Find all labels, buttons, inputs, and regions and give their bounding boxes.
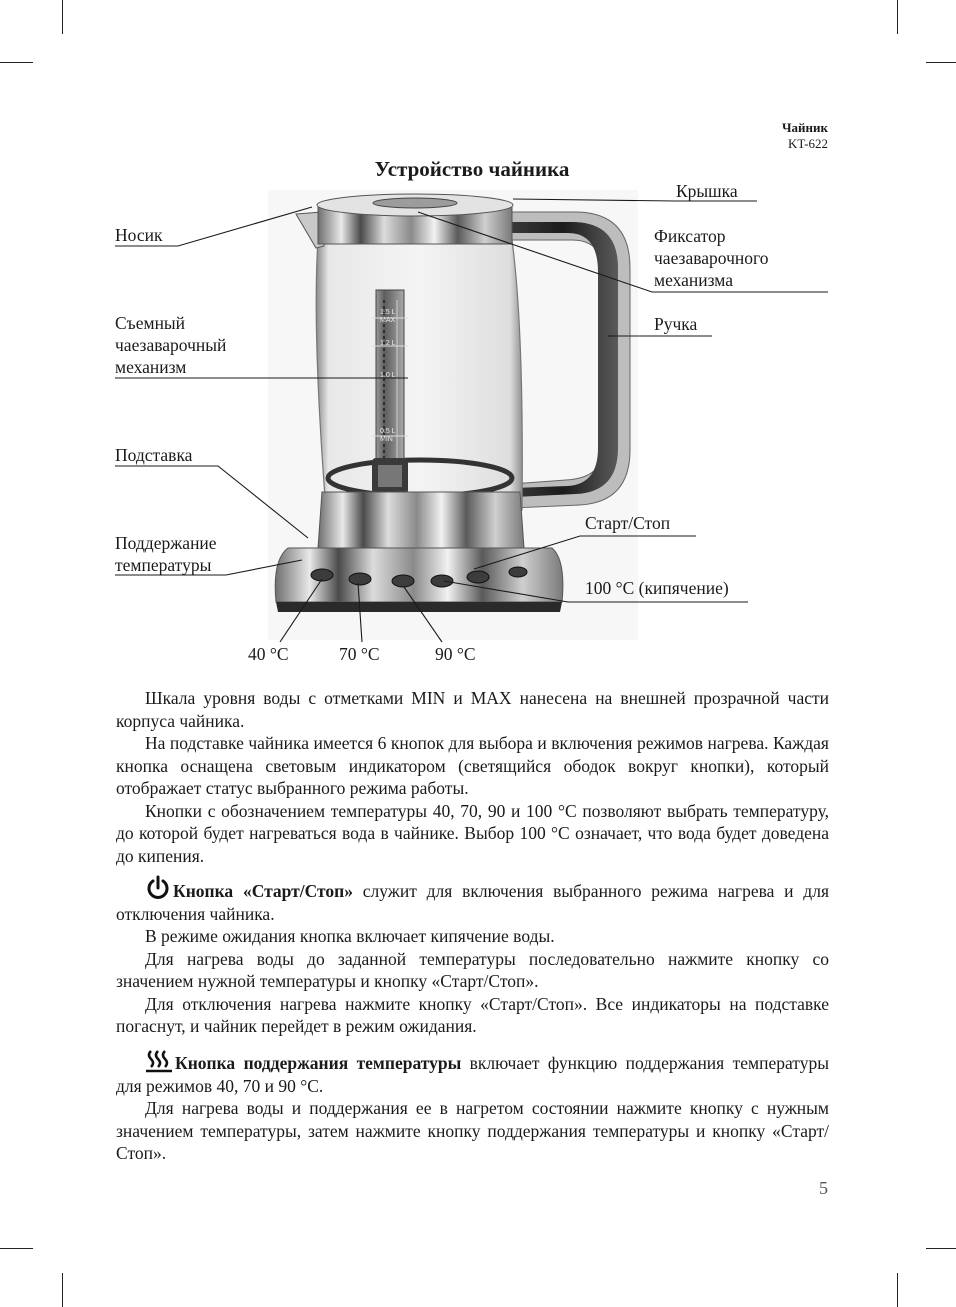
label-lock-2: чаезаварочного: [654, 248, 769, 268]
scale-mark-max: 1.5 L MAX: [380, 309, 396, 324]
paragraph: В режиме ожидания кнопка включает кипячение воды.: [145, 926, 555, 946]
label-infuser-3: механизм: [115, 357, 187, 377]
paragraph: Для нагрева воды до заданной температуры последовательно нажмите кнопку со значением нужной температуры и кнопку «Старт/Стоп».: [116, 948, 829, 991]
paragraph: Для нагрева воды и поддержания ее в нагретом состоянии нажмите кнопку с нужным значением температуры, затем нажмите кнопку поддержания температуры и кнопку «Старт/Стоп».: [116, 1098, 829, 1163]
crop-mark: [926, 1248, 956, 1249]
label-90: 90 °С: [435, 644, 476, 664]
text-block-2: [116, 875, 829, 1038]
kettle-bottom-band: [318, 492, 524, 548]
paragraph: Кнопки с обозначением температуры 40, 70, 90 и 100 °С позволяют выбрать температуру, до которой будет нагреваться вода в чайнике. Выбор 100 °С означает, что вода будет доведена до кипения.: [116, 800, 829, 866]
start-stop-text: служит для включения выбранного режима нагрева и для отключения чайника.: [116, 881, 829, 924]
paragraph: На подставке чайника имеется 6 кнопок для выбора и включения режимов нагрева. Каждая кнопка оснащена световым индикатором (светящийся ободок вокруг кнопки), который отображает статус выбранного режима работы.: [116, 733, 829, 798]
scale-mark-1-0: 1.0 L: [380, 372, 396, 379]
label-keepwarm-2: температуры: [115, 555, 212, 575]
label-40: 40 °С: [248, 644, 289, 664]
kettle-base: [275, 548, 563, 612]
label-70: 70 °С: [339, 644, 380, 664]
diagram-title: Устройство чайника: [374, 157, 570, 181]
paragraph: Шкала уровня воды с отметками MIN и MAX нанесена на внешней прозрачной части корпуса чайника.: [116, 688, 829, 731]
paragraph: Для отключения нагрева нажмите кнопку «Старт/Стоп». Все индикаторы на подставке погаснут, и чайник перейдет в режим ожидания.: [116, 993, 829, 1036]
scale-mark-1-2: 1.2 L: [380, 340, 396, 347]
keep-warm-title: Кнопка поддержания температуры: [175, 1053, 462, 1073]
start-stop-title: Кнопка «Старт/Стоп»: [173, 881, 353, 901]
label-spout: Носик: [115, 225, 163, 245]
paragraph: [116, 875, 829, 925]
header-model: KT-622: [788, 136, 828, 151]
label-handle: Ручка: [654, 314, 698, 334]
page-number: 5: [819, 1178, 828, 1198]
label-lid: Крышка: [676, 181, 738, 201]
scale-mark-min: 0.5 L MIN: [380, 428, 396, 443]
text-block-1: [116, 687, 829, 867]
header-title: Чайник: [781, 120, 828, 135]
label-lock-1: Фиксатор: [654, 226, 726, 246]
power-icon: [145, 875, 171, 901]
keep-warm-text: включает функцию поддержания температуры для режимов 40, 70 и 90 °С.: [116, 1053, 829, 1096]
label-boil: 100 °С (кипячение): [585, 578, 729, 598]
text-block-3: [116, 1049, 829, 1165]
label-start-stop: Старт/Стоп: [585, 513, 671, 533]
label-keepwarm-1: Поддержание: [115, 533, 217, 553]
label-base: Подставка: [115, 445, 193, 465]
crop-mark: [0, 1248, 33, 1249]
crop-mark: [62, 1273, 63, 1307]
label-infuser-1: Съемный: [115, 313, 186, 333]
label-infuser-2: чаезаварочный: [115, 335, 227, 355]
keep-warm-icon: [145, 1049, 173, 1073]
label-lock-3: механизма: [654, 270, 734, 290]
paragraph: [116, 1049, 829, 1097]
crop-mark: [897, 1273, 898, 1307]
lid-button: [373, 198, 457, 208]
